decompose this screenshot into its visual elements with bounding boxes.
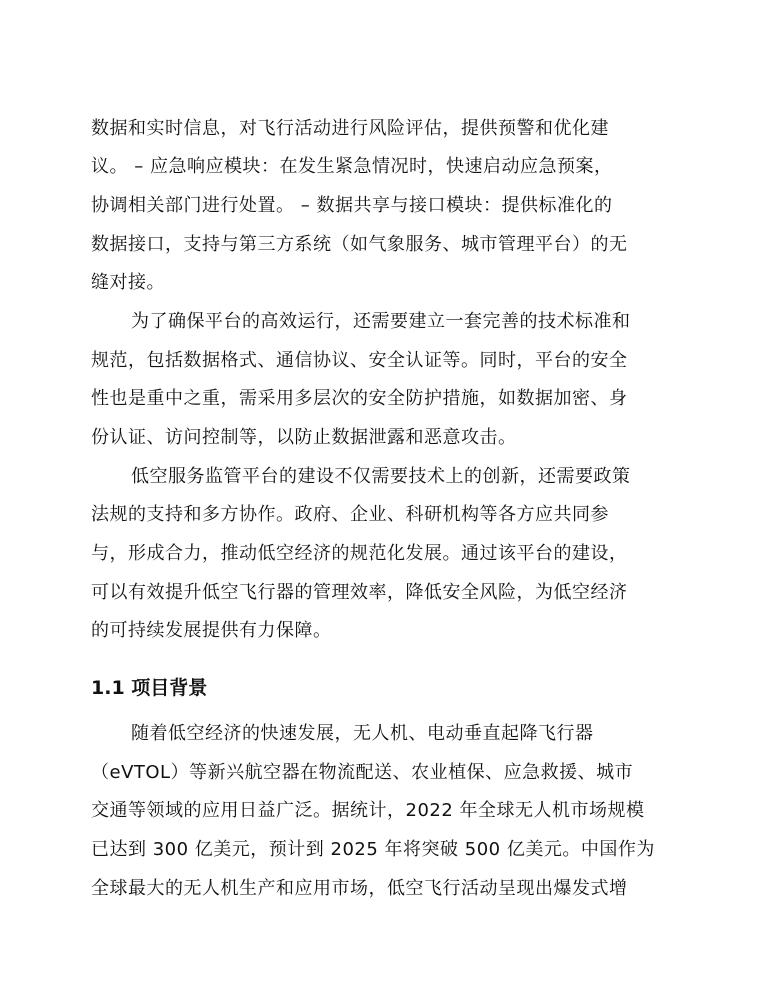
- section-heading: 1.1 项目背景: [91, 677, 208, 699]
- paragraph-2-line-1: 为了确保平台的高效运行，还需要建立一套完善的技术标准和: [131, 311, 631, 332]
- paragraph-4-line-5: 全球最大的无人机生产和应用市场，低空飞行活动呈现出爆发式增: [91, 878, 628, 899]
- paragraph-4-line-4: 已达到 300 亿美元，预计到 2025 年将突破 500 亿美元。中国作为: [91, 839, 655, 860]
- paragraph-3-line-1: 低空服务监管平台的建设不仅需要技术上的创新，还需要政策: [131, 466, 631, 487]
- paragraph-2-line-4: 份认证、访问控制等，以防止数据泄露和恶意攻击。: [91, 427, 517, 448]
- paragraph-4-line-1: 随着低空经济的快速发展，无人机、电动垂直起降飞行器: [131, 723, 594, 744]
- paragraph-1-line-1: 数据和实时信息，对飞行活动进行风险评估，提供预警和优化建: [91, 118, 609, 139]
- paragraph-1-line-5: 缝对接。: [91, 272, 165, 293]
- paragraph-1-line-3: 协调相关部门进行处置。 – 数据共享与接口模块：提供标准化的: [91, 195, 613, 216]
- paragraph-4-line-2: （eVTOL）等新兴航空器在物流配送、农业植保、应急救援、城市: [91, 762, 634, 783]
- paragraph-1-line-2: 议。 – 应急响应模块：在发生紧急情况时，快速启动应急预案，: [91, 156, 613, 177]
- paragraph-3-line-2: 法规的支持和多方协作。政府、企业、科研机构等各方应共同参: [91, 504, 609, 525]
- paragraph-3-line-5: 的可持续发展提供有力保障。: [91, 620, 332, 641]
- paragraph-1-line-4: 数据接口，支持与第三方系统（如气象服务、城市管理平台）的无: [91, 234, 628, 255]
- paragraph-4-line-3: 交通等领域的应用日益广泛。据统计，2022 年全球无人机市场规模: [91, 800, 645, 821]
- paragraph-3-line-4: 可以有效提升低空飞行器的管理效率，降低安全风险，为低空经济: [91, 582, 628, 603]
- paragraph-3-line-3: 与，形成合力，推动低空经济的规范化发展。通过该平台的建设，: [91, 543, 628, 564]
- paragraph-2-line-2: 规范，包括数据格式、通信协议、安全认证等。同时，平台的安全: [91, 350, 628, 371]
- paragraph-2-line-3: 性也是重中之重，需采用多层次的安全防护措施，如数据加密、身: [91, 388, 628, 409]
